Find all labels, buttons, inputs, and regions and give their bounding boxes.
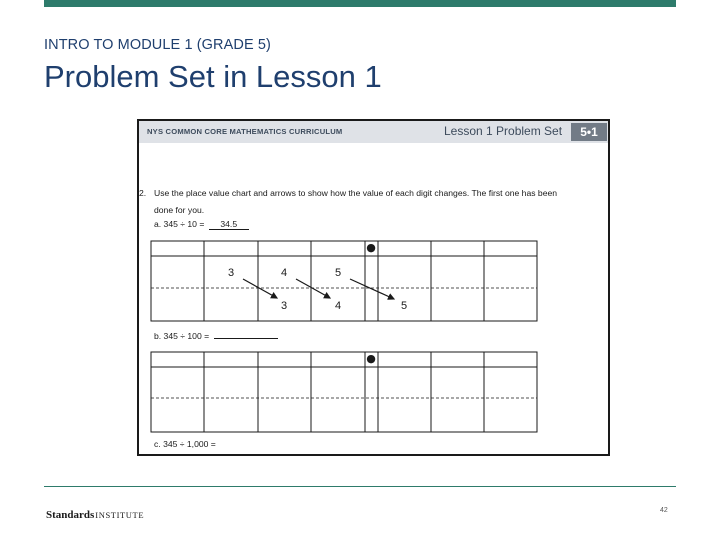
chart-a-bottom-digit-ones: 4 [334, 300, 342, 312]
curriculum-label: NYS COMMON CORE MATHEMATICS CURRICULUM [147, 127, 343, 136]
arrow-tens-to-ones [296, 279, 330, 298]
chart-a-bottom-digit-tens: 3 [280, 300, 288, 312]
chart-a-top-digit-ones: 5 [334, 267, 342, 279]
chart-a-decimal-point: ● [366, 241, 376, 254]
footer-divider [44, 486, 676, 487]
standards-institute-logo [46, 505, 144, 523]
worksheet-image [137, 119, 610, 456]
top-accent-bar [44, 0, 676, 7]
instruction-line-2: done for you. [154, 205, 205, 215]
chart-a-bottom-digit-tenths: 5 [400, 300, 408, 312]
part-b-equation: b. 345 ÷ 100 = [154, 331, 212, 341]
part-c-equation: c. 345 ÷ 1,000 = [154, 439, 216, 449]
lesson-label: Lesson 1 Problem Set [444, 124, 563, 138]
slide-subtitle: INTRO TO MODULE 1 (GRADE 5) [44, 37, 271, 53]
arrow-hundreds-to-tens [243, 279, 277, 298]
place-value-charts [139, 121, 608, 454]
page-number: 42 [660, 507, 668, 514]
problem-number: 2. [139, 188, 147, 198]
place-value-chart-b [151, 352, 537, 432]
logo-word-institute: INSTITUTE [95, 510, 145, 520]
arrow-ones-to-tenths [350, 279, 394, 299]
logo-word-standards: Standards [46, 509, 95, 521]
chart-a-top-digit-hundreds: 3 [227, 267, 235, 279]
slide-title: Problem Set in Lesson 1 [44, 59, 382, 94]
part-a-equation: a. 345 ÷ 10 = [154, 219, 207, 229]
instruction-line-1: Use the place value chart and arrows to show how the value of each digit changes. The first one has been [154, 188, 558, 198]
chart-b-decimal-point: ● [366, 352, 376, 365]
part-a-answer: 34.5 [209, 219, 249, 230]
module-badge: 5•1 [571, 123, 607, 141]
chart-a-top-digit-tens: 4 [280, 267, 288, 279]
place-value-chart-a [151, 241, 537, 321]
